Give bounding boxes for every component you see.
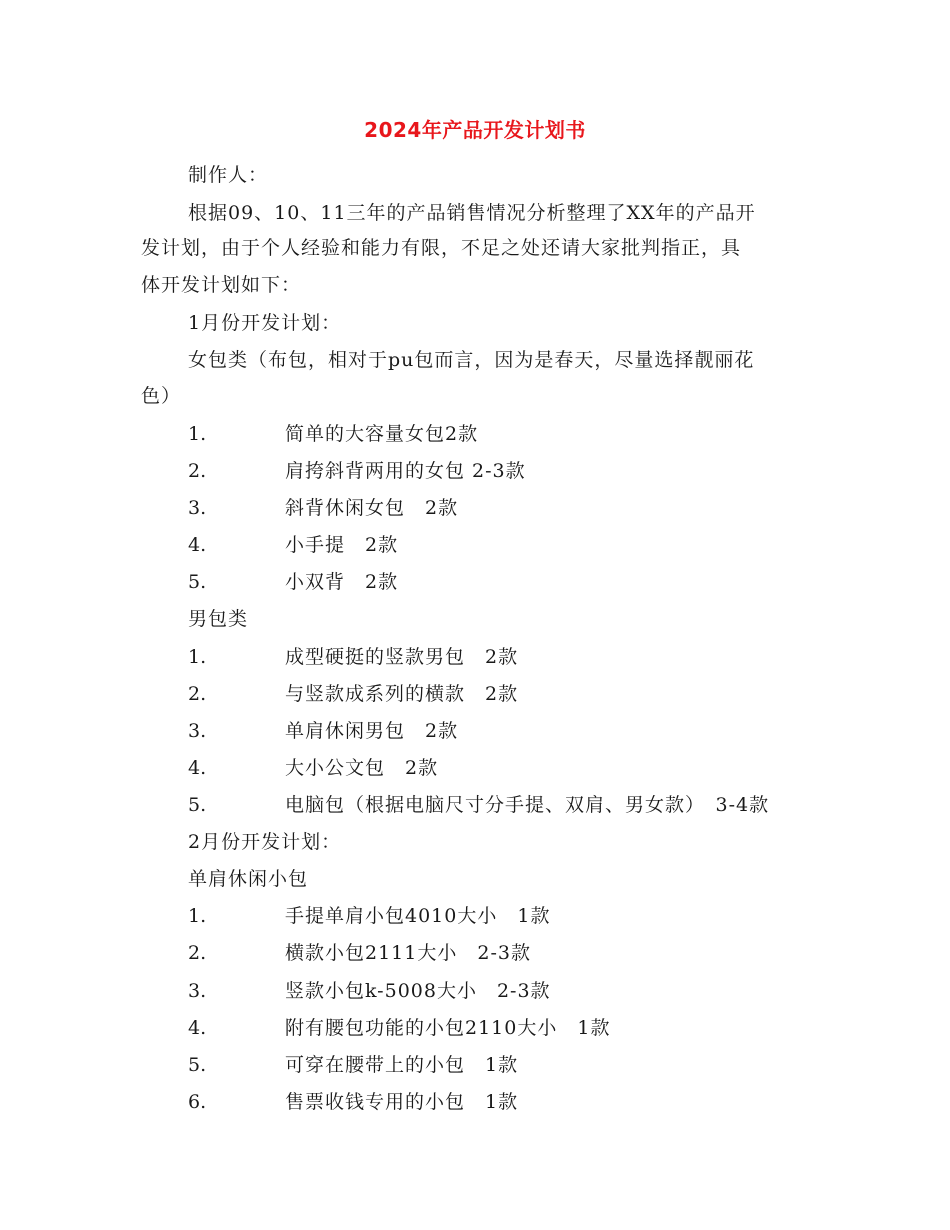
list-item-number: 5. xyxy=(188,794,207,816)
intro-line-2: 发计划，由于个人经验和能力有限，不足之处还请大家批判指正，具 xyxy=(141,237,742,259)
list-item-number: 5. xyxy=(188,1054,207,1076)
list-item-text: 电脑包（根据电脑尺寸分手提、双肩、男女款） 3-4款 xyxy=(285,794,770,816)
women-desc-line-2: 色） xyxy=(141,385,182,407)
intro-line-3: 体开发计划如下： xyxy=(141,274,302,296)
list-item-text: 大小公文包 2款 xyxy=(285,757,439,779)
list-item-number: 3. xyxy=(188,980,207,1002)
list-item-text: 售票收钱专用的小包 1款 xyxy=(285,1091,519,1113)
list-item-text: 简单的大容量女包2款 xyxy=(285,423,479,445)
list-item-text: 竖款小包k-5008大小 2-3款 xyxy=(285,980,551,1002)
list-item-number: 5. xyxy=(188,571,207,593)
list-item-number: 2. xyxy=(188,942,207,964)
list-item-text: 斜背休闲女包 2款 xyxy=(285,497,459,519)
small-bags-heading: 单肩休闲小包 xyxy=(188,868,309,890)
list-item-text: 肩挎斜背两用的女包 2-3款 xyxy=(285,460,526,482)
list-item-text: 单肩休闲男包 2款 xyxy=(285,720,459,742)
list-item-number: 4. xyxy=(188,1017,207,1039)
list-item-number: 6. xyxy=(188,1091,207,1113)
list-item-text: 成型硬挺的竖款男包 2款 xyxy=(285,646,519,668)
list-item-number: 2. xyxy=(188,683,207,705)
list-item-text: 小手提 2款 xyxy=(285,534,399,556)
author-line: 制作人： xyxy=(188,164,269,186)
list-item-text: 与竖款成系列的横款 2款 xyxy=(285,683,519,705)
intro-line-1: 根据09、10、11三年的产品销售情况分析整理了XX年的产品开 xyxy=(188,202,756,224)
list-item-text: 小双背 2款 xyxy=(285,571,399,593)
list-item-text: 横款小包2111大小 2-3款 xyxy=(285,942,531,964)
jan-heading: 1月份开发计划： xyxy=(188,312,342,334)
list-item-number: 4. xyxy=(188,757,207,779)
women-desc-line-1: 女包类（布包，相对于pu包而言，因为是春天，尽量选择靓丽花 xyxy=(188,349,755,371)
list-item-number: 3. xyxy=(188,497,207,519)
list-item-text: 手提单肩小包4010大小 1款 xyxy=(285,905,551,927)
list-item-number: 1. xyxy=(188,646,207,668)
list-item-number: 3. xyxy=(188,720,207,742)
list-item-text: 可穿在腰带上的小包 1款 xyxy=(285,1054,519,1076)
list-item-number: 1. xyxy=(188,905,207,927)
feb-heading: 2月份开发计划： xyxy=(188,831,342,853)
list-item-number: 2. xyxy=(188,460,207,482)
list-item-number: 1. xyxy=(188,423,207,445)
men-heading: 男包类 xyxy=(188,608,249,630)
document-title: 2024年产品开发计划书 xyxy=(364,118,586,142)
list-item-text: 附有腰包功能的小包2110大小 1款 xyxy=(285,1017,611,1039)
list-item-number: 4. xyxy=(188,534,207,556)
